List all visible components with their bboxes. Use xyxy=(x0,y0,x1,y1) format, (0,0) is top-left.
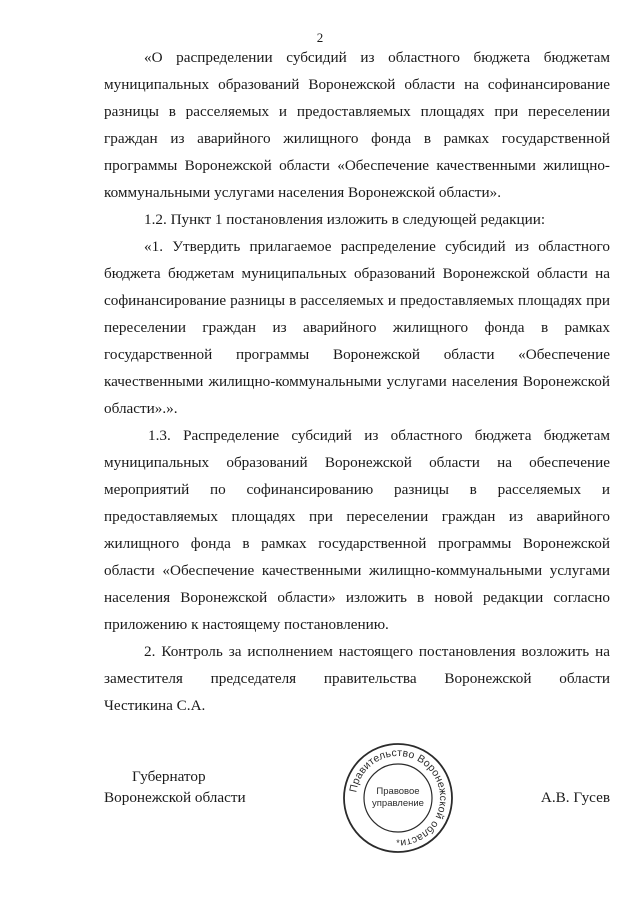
stamp-star-icon: * xyxy=(396,838,400,848)
text-line: «О распределении субсидий из областного бюджета бюджетам xyxy=(144,49,610,66)
text-line: граждан из аварийного жилищного фонда в рамках государственной xyxy=(104,130,610,147)
text-line: программы Воронежской области «Обеспечение качественными жилищно- xyxy=(104,157,610,174)
text-line: государственной программы Воронежской области «Обеспечение xyxy=(104,346,610,363)
paragraph-clause-1-3 xyxy=(104,422,610,638)
text-line: Честикина С.А. xyxy=(104,697,206,714)
stamp-center-text: управление xyxy=(372,798,424,809)
paragraph-clause-2 xyxy=(104,638,610,719)
text-line: области «Обеспечение качественными жилищно-коммунальными услугами xyxy=(104,562,610,579)
text-line: 1.2. Пункт 1 постановления изложить в следующей редакции: xyxy=(144,211,546,228)
text-line: 1.3. Распределение субсидий из областного бюджета бюджетам xyxy=(148,427,610,444)
paragraph-resolution-title xyxy=(104,44,610,206)
text-line: области».». xyxy=(104,400,178,417)
page-number: 2 xyxy=(316,30,324,45)
text-line: переселении граждан из аварийного жилищного фонда в рамках xyxy=(104,319,610,336)
text-line: приложению к настоящему постановлению. xyxy=(104,616,389,633)
text-line: качественными жилищно-коммунальными услугами населения Воронежской xyxy=(104,373,610,390)
text-line: заместителя председателя правительства Воронежской области xyxy=(104,670,610,687)
text-line: муниципальных образований Воронежской области на софинансирование xyxy=(104,76,610,93)
text-line: предоставляемых площадях при переселении граждан из аварийного xyxy=(104,508,610,525)
text-line: бюджета бюджетам муниципальных образований Воронежской области на xyxy=(104,265,610,282)
paragraph-clause-1-2 xyxy=(104,206,610,233)
signatory-title-line: Воронежской области xyxy=(104,789,246,806)
text-line: софинансирование разницы в расселяемых и предоставляемых площадях при xyxy=(104,292,610,309)
official-stamp xyxy=(342,742,454,854)
signatory-title xyxy=(104,766,246,808)
paragraph-clause-1-text xyxy=(104,233,610,422)
text-line: населения Воронежской области» изложить в новой редакции согласно xyxy=(104,589,610,606)
text-line: муниципальных образований Воронежской области на обеспечение xyxy=(104,454,610,471)
text-line: разницы в расселяемых и предоставляемых площадях при переселении xyxy=(104,103,610,120)
text-line: жилищного фонда в рамках государственной программы Воронежской xyxy=(104,535,610,552)
document-body xyxy=(104,44,610,719)
stamp-ring-text: Правительство Воронежской области xyxy=(347,746,450,850)
text-line: коммунальными услугами населения Воронежской области». xyxy=(104,184,502,201)
text-line: мероприятий по софинансированию разницы в расселяемых и xyxy=(104,481,610,498)
signatory-name: А.В. Гусев xyxy=(540,789,610,806)
stamp-center-text: Правовое xyxy=(376,786,420,797)
text-line: «1. Утвердить прилагаемое распределение субсидий из областного xyxy=(144,238,610,255)
signatory-title-line: Губернатор xyxy=(132,768,206,785)
text-line: 2. Контроль за исполнением настоящего постановления возложить на xyxy=(144,643,610,660)
